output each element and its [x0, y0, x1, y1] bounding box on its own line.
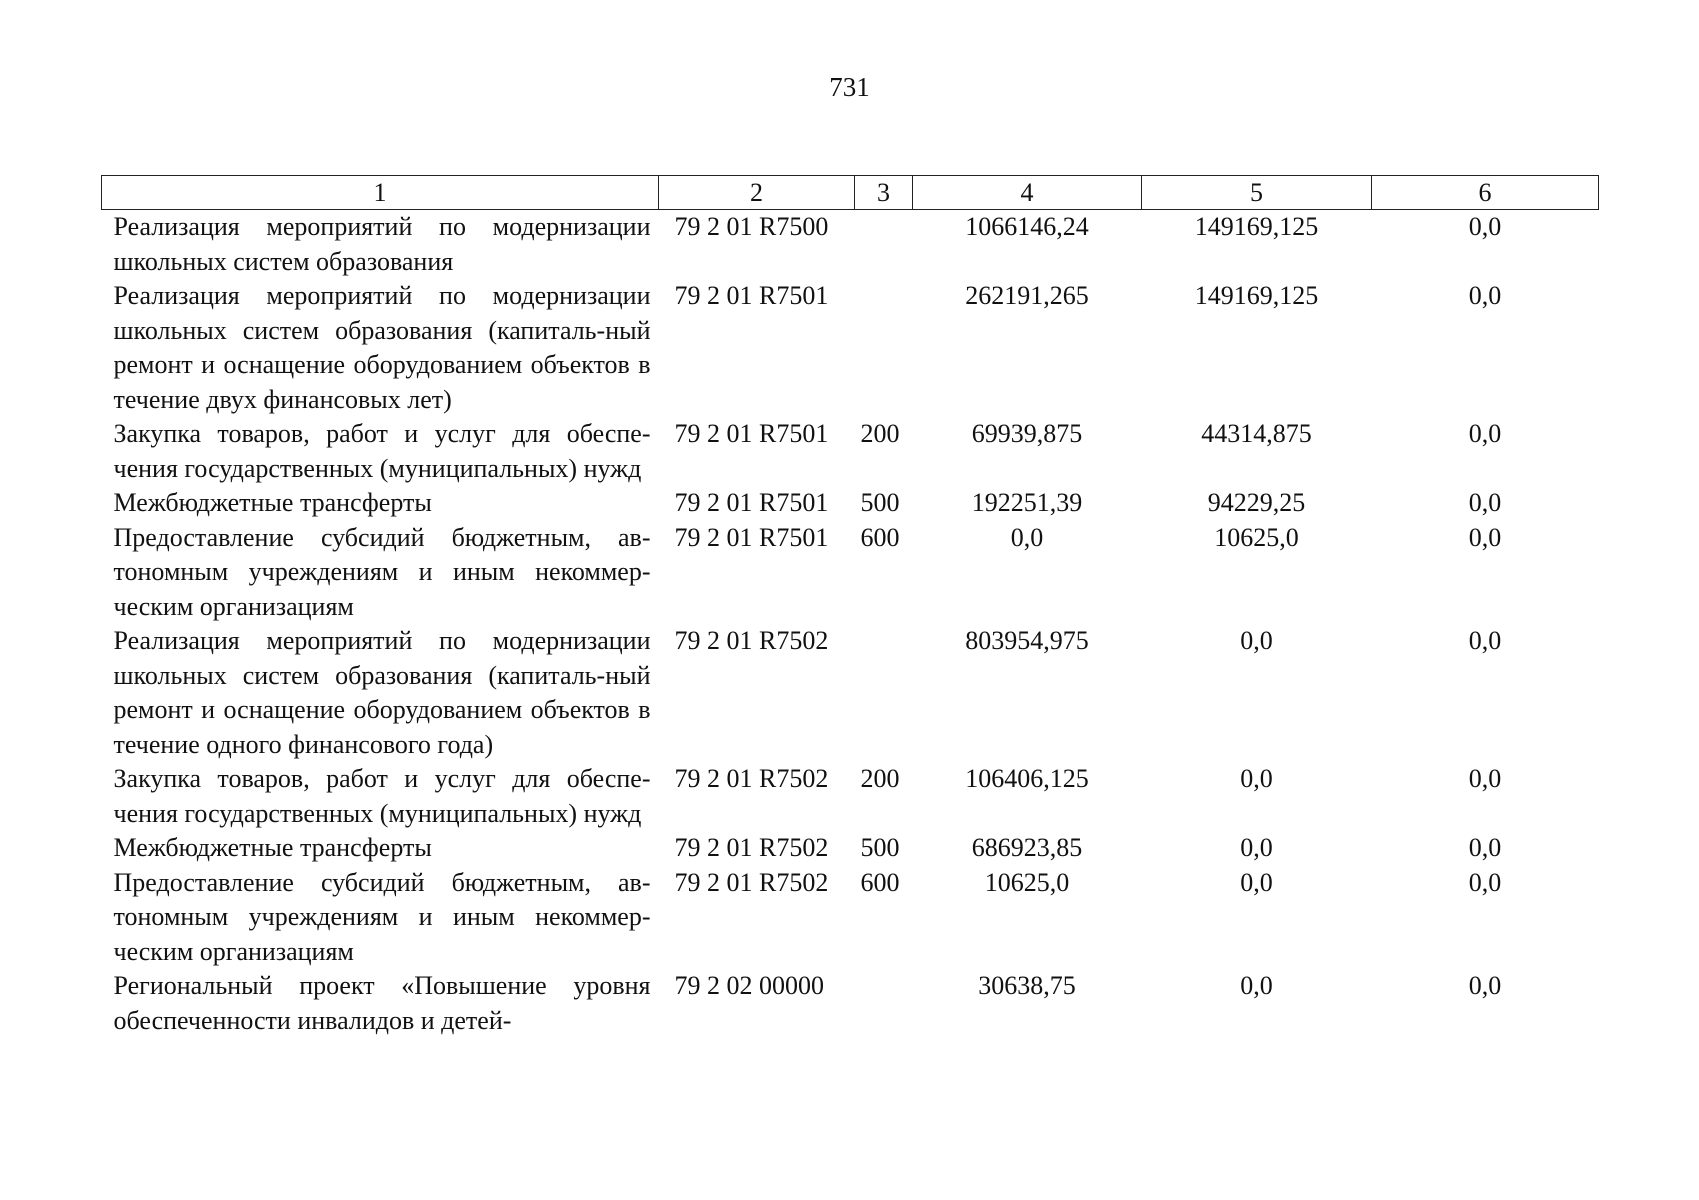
- table-row: [102, 831, 1599, 866]
- row-col6: 0,0: [1468, 522, 1502, 552]
- row-col4: 10625,0: [984, 867, 1070, 897]
- row-kind: [855, 624, 913, 762]
- row-code: 79 2 02 00000: [674, 971, 824, 1000]
- header-col-2: 2: [659, 176, 855, 210]
- table-body: [102, 210, 1599, 1039]
- row-col6: 0,0: [1468, 419, 1502, 448]
- header-row: [102, 176, 1599, 210]
- row-kind: [855, 279, 913, 417]
- table-row: [102, 279, 1599, 417]
- header-col-3: 3: [855, 176, 913, 210]
- row-kind: [855, 210, 913, 280]
- row-col4: 69939,875: [971, 419, 1083, 448]
- row-col6: 0,0: [1468, 971, 1502, 1000]
- budget-table-container: [101, 175, 1598, 1038]
- row-name: Предоставление субсидий бюджетным, ав-тономным учреждениям и иным некоммер-ческим организациям: [113, 522, 651, 621]
- row-col4: 262191,265: [965, 281, 1089, 310]
- row-col4: 803954,975: [965, 626, 1089, 655]
- table-row: [102, 521, 1599, 625]
- table-row: [102, 417, 1599, 486]
- row-col5: 44314,875: [1201, 419, 1312, 448]
- table-row: [102, 624, 1599, 762]
- row-name: Реализация мероприятий по модернизации школьных систем образования: [113, 212, 651, 276]
- row-code: 79 2 01 R7502: [674, 764, 829, 793]
- row-col6: 0,0: [1468, 212, 1502, 241]
- row-col5: 0,0: [1240, 971, 1273, 1000]
- table-row: [102, 969, 1599, 1038]
- header-col-4: 4: [913, 176, 1142, 210]
- row-col4: 30638,75: [978, 971, 1076, 1000]
- row-col5: 0,0: [1240, 764, 1273, 793]
- row-kind: 500: [860, 488, 900, 517]
- row-col4: 1066146,24: [965, 212, 1089, 241]
- row-col4: 0,0: [1010, 522, 1044, 552]
- row-col5: 0,0: [1240, 867, 1273, 897]
- row-kind: [855, 969, 913, 1038]
- row-kind: 200: [860, 419, 900, 448]
- row-kind: 200: [860, 764, 900, 793]
- page-number: 731: [829, 72, 870, 102]
- row-name: Реализация мероприятий по модернизации школьных систем образования (капиталь-ный ремонт и оснащение оборудованием объектов в течение одного финансового года): [113, 626, 651, 759]
- row-code: 79 2 01 R7501: [674, 522, 829, 552]
- row-code: 79 2 01 R7500: [674, 212, 829, 241]
- row-col5: 0,0: [1240, 833, 1273, 862]
- row-name: Закупка товаров, работ и услуг для обеспе-чения государственных (муниципальных) нужд: [113, 764, 651, 828]
- row-code: 79 2 01 R7502: [674, 867, 829, 897]
- row-kind: 500: [860, 833, 900, 862]
- table-row: [102, 486, 1599, 521]
- row-col5: 94229,25: [1207, 488, 1306, 517]
- row-col5: 10625,0: [1214, 522, 1299, 552]
- row-col6: 0,0: [1468, 488, 1502, 517]
- row-col6: 0,0: [1468, 833, 1502, 862]
- table-row: [102, 210, 1599, 280]
- row-kind: 600: [860, 522, 900, 552]
- row-name: Региональный проект «Повышение уровня обеспеченности инвалидов и детей-: [113, 971, 651, 1035]
- row-col4: 686923,85: [971, 833, 1083, 862]
- header-col-6: 6: [1372, 176, 1599, 210]
- row-col6: 0,0: [1468, 281, 1502, 310]
- table-header: [102, 176, 1599, 210]
- row-name: Предоставление субсидий бюджетным, ав-тономным учреждениям и иным некоммер-ческим организациям: [113, 867, 651, 966]
- row-name: Закупка товаров, работ и услуг для обеспе-чения государственных (муниципальных) нужд: [113, 419, 651, 483]
- row-code: 79 2 01 R7501: [674, 281, 829, 310]
- row-col6: 0,0: [1468, 867, 1502, 897]
- table-row: [102, 866, 1599, 970]
- header-col-5: 5: [1142, 176, 1372, 210]
- row-col5: 149169,125: [1194, 212, 1319, 241]
- row-col4: 106406,125: [965, 764, 1089, 793]
- row-code: 79 2 01 R7501: [674, 419, 829, 448]
- row-code: 79 2 01 R7502: [674, 833, 829, 862]
- row-col5: 0,0: [1240, 626, 1273, 655]
- row-code: 79 2 01 R7501: [674, 488, 829, 517]
- row-col6: 0,0: [1468, 626, 1502, 655]
- row-name: Межбюджетные трансферты: [113, 833, 432, 862]
- row-col6: 0,0: [1468, 764, 1502, 793]
- table-row: [102, 762, 1599, 831]
- budget-table: [101, 175, 1599, 1038]
- row-code: 79 2 01 R7502: [674, 626, 829, 655]
- row-name: Реализация мероприятий по модернизации школьных систем образования (капиталь-ный ремонт и оснащение оборудованием объектов в течение двух финансовых лет): [113, 281, 651, 414]
- row-name: Межбюджетные трансферты: [113, 488, 432, 517]
- header-col-1: 1: [102, 176, 659, 210]
- row-kind: 600: [860, 867, 900, 897]
- row-col5: 149169,125: [1194, 281, 1319, 310]
- row-col4: 192251,39: [971, 488, 1083, 517]
